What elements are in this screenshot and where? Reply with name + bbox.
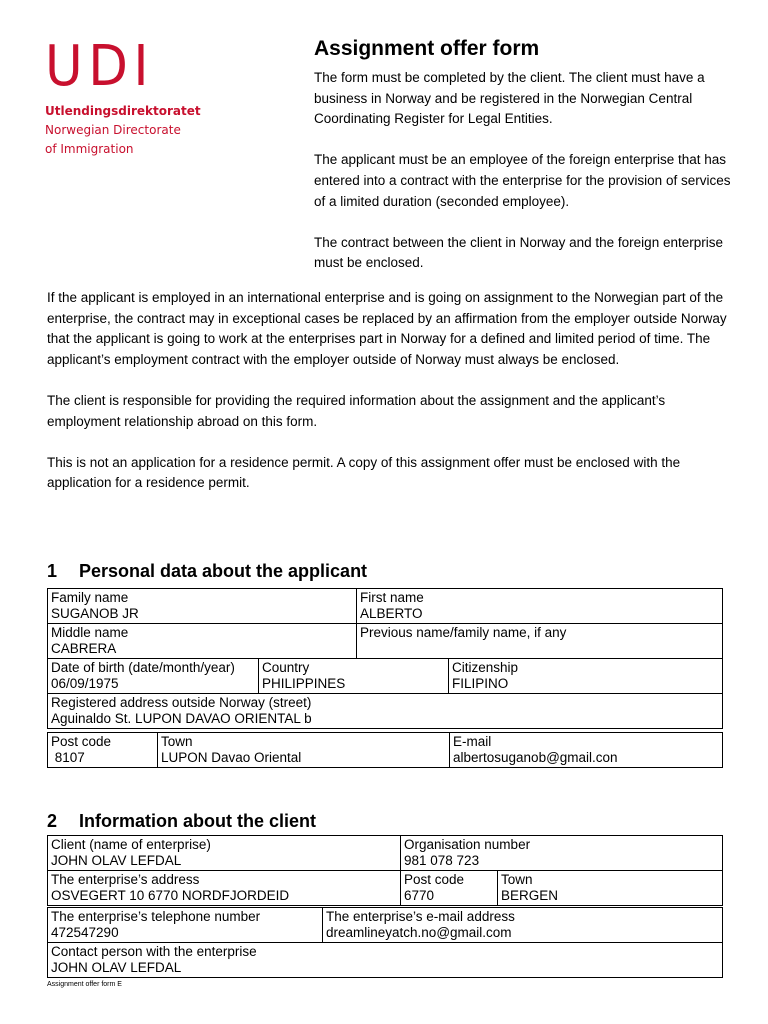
intro-text xyxy=(314,68,734,295)
section-2-heading xyxy=(47,811,316,832)
body-paragraph: The client is responsible for providing the required information about the assignment and the applicant’s employment relationship abroad on this form. xyxy=(47,392,666,429)
field-label: First name xyxy=(360,590,424,605)
logo-line-1: Utlendingsdirektoratet xyxy=(45,104,201,118)
field-value: 472547290 xyxy=(51,925,119,940)
field-label: Contact person with the enterprise xyxy=(51,944,257,959)
field-value: Aguinaldo St. LUPON DAVAO ORIENTAL b xyxy=(51,711,312,726)
previous-name-field[interactable] xyxy=(357,624,723,659)
email-field[interactable] xyxy=(450,733,723,768)
client-name-field[interactable] xyxy=(48,836,401,871)
field-value: ALBERTO xyxy=(360,606,423,621)
field-label: Country xyxy=(262,660,310,675)
field-label: The enterprise’s e-mail address xyxy=(326,909,515,924)
country-field[interactable] xyxy=(259,659,449,694)
field-label: Town xyxy=(501,872,533,887)
enterprise-phone-field[interactable] xyxy=(48,908,323,943)
field-label: E-mail xyxy=(453,734,492,749)
body-paragraph: If the applicant is employed in an international enterprise and is going on assignment to the Norwegian part of the enterprise, the contract may in exceptional cases be replaced by an affirmation from the employer outside Norway that the applicant is going to work at the enterprises part in Norway for a defined and limited period of time. The applicant’s employment contract with the employer outside of Norway must always be enclosed. xyxy=(47,290,727,367)
body-text xyxy=(47,288,737,515)
section-number: 2 xyxy=(47,811,58,831)
section-title: Personal data about the applicant xyxy=(79,561,368,581)
organisation-number-field[interactable] xyxy=(401,836,723,871)
field-label: Post code xyxy=(51,734,112,749)
field-label: Citizenship xyxy=(452,660,519,675)
field-value: BERGEN xyxy=(501,888,559,903)
body-paragraph: This is not an application for a residence permit. A copy of this assignment offer must be enclosed with the application for a residence permit. xyxy=(47,454,681,491)
field-label: Registered address outside Norway (street) xyxy=(51,695,312,710)
field-value: JOHN OLAV LEFDAL xyxy=(51,853,182,868)
field-label: Date of birth (date/month/year) xyxy=(51,660,235,675)
field-value: JOHN OLAV LEFDAL xyxy=(51,960,182,975)
field-value: 6770 xyxy=(404,888,435,903)
applicant-address-table xyxy=(47,732,723,768)
field-value: 981 078 723 xyxy=(404,853,480,868)
field-label: The enterprise’s telephone number xyxy=(51,909,261,924)
field-value: PHILIPPINES xyxy=(262,676,346,691)
field-value: LUPON Davao Oriental xyxy=(161,750,302,765)
middle-name-field[interactable] xyxy=(48,624,357,659)
field-label: Previous name/family name, if any xyxy=(360,625,567,640)
enterprise-address-field[interactable] xyxy=(48,871,401,906)
enterprise-town-field[interactable] xyxy=(498,871,723,906)
date-of-birth-field[interactable] xyxy=(48,659,259,694)
first-name-field[interactable] xyxy=(357,589,723,624)
field-label: The enterprise’s address xyxy=(51,872,200,887)
field-value: SUGANOB JR xyxy=(51,606,139,621)
town-field[interactable] xyxy=(158,733,450,768)
field-value: albertosuganob@gmail.con xyxy=(453,750,618,765)
section-title: Information about the client xyxy=(79,811,316,831)
logo-mark: UDI xyxy=(45,34,155,99)
logo-line-2: Norwegian Directorate xyxy=(45,123,181,137)
field-label: Organisation number xyxy=(404,837,531,852)
field-label: Family name xyxy=(51,590,129,605)
field-value: CABRERA xyxy=(51,641,117,656)
intro-paragraph: The contract between the client in Norway and the foreign enterprise must be enclosed. xyxy=(314,234,723,271)
intro-paragraph: The applicant must be an employee of the foreign enterprise that has entered into a contract with the enterprise for the provision of services of a limited duration (seconded employee). xyxy=(314,152,731,209)
client-table-top xyxy=(47,835,723,906)
field-label: Client (name of enterprise) xyxy=(51,837,211,852)
enterprise-email-field[interactable] xyxy=(323,908,723,943)
field-value: OSVEGERT 10 6770 NORDFJORDEID xyxy=(51,888,290,903)
intro-paragraph: The form must be completed by the client. The client must have a business in Norway and be registered in the Norwegian Central Coordinating Register for Legal Entities. xyxy=(314,70,705,127)
applicant-table xyxy=(47,588,723,729)
page-title: Assignment offer form xyxy=(314,37,540,60)
field-label: Town xyxy=(161,734,193,749)
footer-form-id: Assignment offer form E xyxy=(47,981,122,988)
udi-logo xyxy=(45,34,201,159)
field-label: Middle name xyxy=(51,625,129,640)
field-value: 8107 xyxy=(51,750,85,765)
logo-line-3: of Immigration xyxy=(45,142,134,156)
client-table-bottom xyxy=(47,907,723,978)
field-value: 06/09/1975 xyxy=(51,676,119,691)
field-label: Post code xyxy=(404,872,465,887)
section-1-heading xyxy=(47,561,367,582)
address-field[interactable] xyxy=(48,694,723,729)
contact-person-field[interactable] xyxy=(48,943,723,978)
logo-subtitle xyxy=(45,102,201,159)
family-name-field[interactable] xyxy=(48,589,357,624)
enterprise-post-code-field[interactable] xyxy=(401,871,498,906)
field-value: FILIPINO xyxy=(452,676,509,691)
post-code-field[interactable] xyxy=(48,733,158,768)
citizenship-field[interactable] xyxy=(449,659,723,694)
field-value: dreamlineyatch.no@gmail.com xyxy=(326,925,512,940)
section-number: 1 xyxy=(47,561,58,581)
